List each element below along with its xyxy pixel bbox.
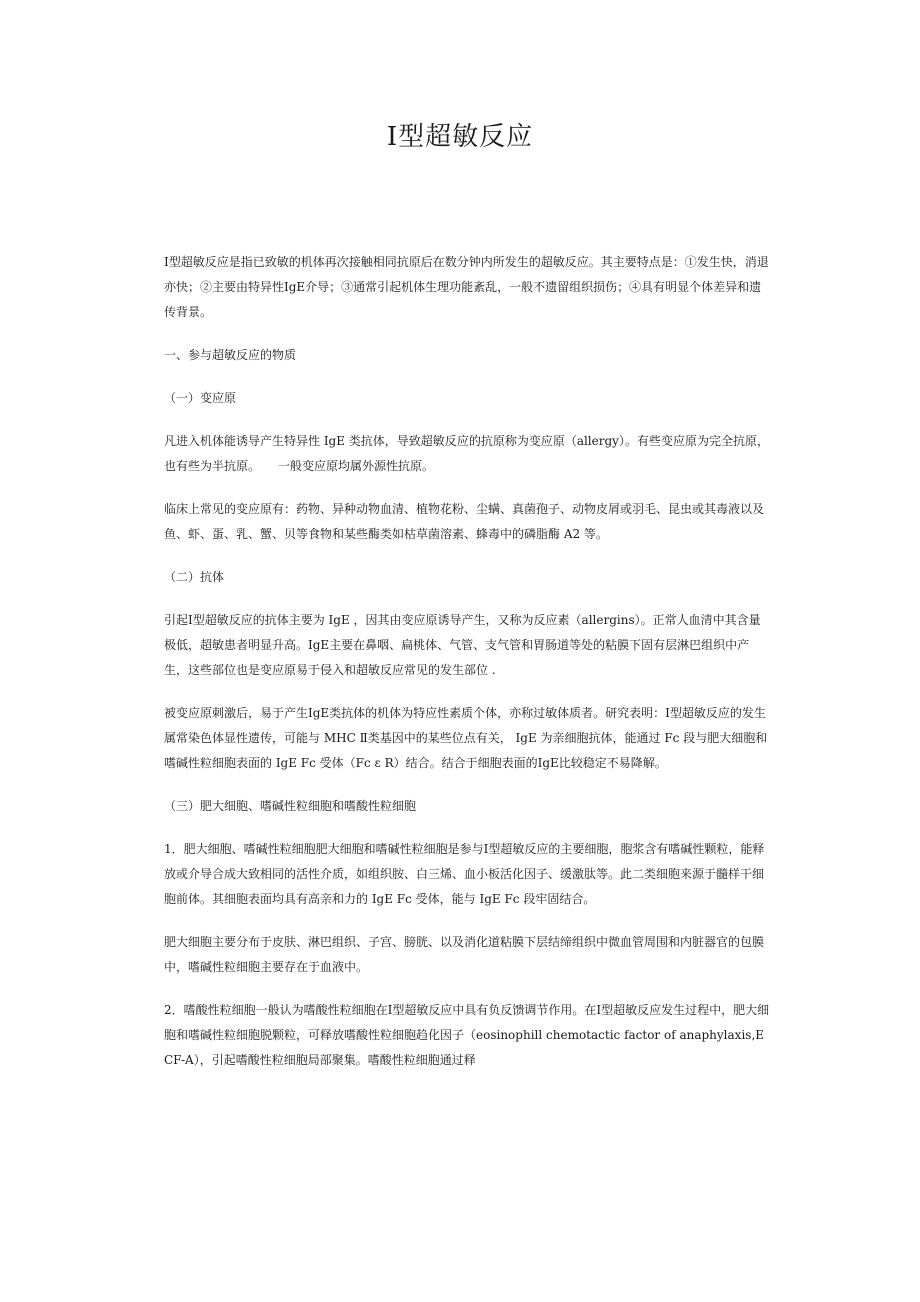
subsection-heading: （二）抗体 xyxy=(164,570,225,584)
document-title: Ⅰ型超敏反应 xyxy=(386,122,534,152)
body-paragraph: 被变应原刺激后，易于产生IgE类抗体的机体为特应性素质个体，亦称过敏体质者。研究表明：Ⅰ型超敏反应的发生属常染色体显性遗传，可能与 MHC Ⅱ类基因中的某些位点有关， IgE 为亲细胞抗体，能通过 Fc 段与肥大细胞和嗜碱性粒细胞表面的 IgE Fc 受体（Fc ε R）结合。结合于细胞表面的IgE比较稳定不易降解。 xyxy=(164,706,768,770)
body-paragraph: 引起Ⅰ型超敏反应的抗体主要为 IgE ，因其由变应原诱导产生，又称为反应素（allergins）。正常人血清中其含量极低，超敏患者明显升高。IgE主要在鼻咽、扁桃体、气管、支气管和胃肠道等处的粘膜下固有层淋巴组织中产生，这些部位也是变应原易于侵入和超敏反应常见的发生部位 . xyxy=(164,613,761,677)
body-paragraph: 凡进入机体能诱导产生特异性 IgE 类抗体，导致超敏反应的抗原称为变应原（allergy）。有些变应原为完全抗原，也有些为半抗原。 一般变应原均属外源性抗原。 xyxy=(164,434,769,473)
subsection-heading: （三）肥大细胞、嗜碱性粒细胞和嗜酸性粒细胞 xyxy=(164,799,417,813)
body-paragraph: 1．肥大细胞、嗜碱性粒细胞肥大细胞和嗜碱性粒细胞是参与Ⅰ型超敏反应的主要细胞，胞浆含有嗜碱性颗粒，能释放或介导合成大致相同的活性介质，如组织胺、白三烯、血小板活化因子、缓激肽等。此二类细胞来源于髓样干细胞前体。其细胞表面均具有高亲和力的 IgE Fc 受体，能与 IgE Fc 段牢固结合。 xyxy=(164,842,765,906)
body-paragraph: 2．嗜酸性粒细胞一般认为嗜酸性粒细胞在Ⅰ型超敏反应中具有负反馈调节作用。在Ⅰ型超敏反应发生过程中，肥大细胞和嗜碱性粒细胞脱颗粒，可释放嗜酸性粒细胞趋化因子（eosinophill chemotactic factor of anaphylaxis,ECF-A），引起嗜酸性粒细胞局部聚集。嗜酸性粒细胞通过释 xyxy=(164,1003,770,1067)
body-paragraph: 临床上常见的变应原有：药物、异种动物血清、植物花粉、尘螨、真菌孢子、动物皮屑或羽毛、昆虫或其毒液以及鱼、虾、蛋、乳、蟹、贝等食物和某些酶类如枯草菌溶素、蜂毒中的磷脂酶 A2 等。 xyxy=(164,502,765,541)
document-body xyxy=(164,250,772,1280)
subsection-heading: （一）变应原 xyxy=(164,391,237,405)
intro-paragraph: Ⅰ型超敏反应是指已致敏的机体再次接触相同抗原后在数分钟内所发生的超敏反应。其主要特点是：①发生快，消退亦快；②主要由特异性IgE介导；③通常引起机体生理功能紊乱，一般不遗留组织损伤；④具有明显个体差异和遗传背景。 xyxy=(164,255,769,319)
body-paragraph: 肥大细胞主要分布于皮肤、淋巴组织、子宫、膀胱、以及消化道粘膜下层结缔组织中微血管周围和内脏器官的包膜中，嗜碱性粒细胞主要存在于血液中。 xyxy=(164,935,765,974)
section-heading: 一、参与超敏反应的物质 xyxy=(164,348,297,362)
